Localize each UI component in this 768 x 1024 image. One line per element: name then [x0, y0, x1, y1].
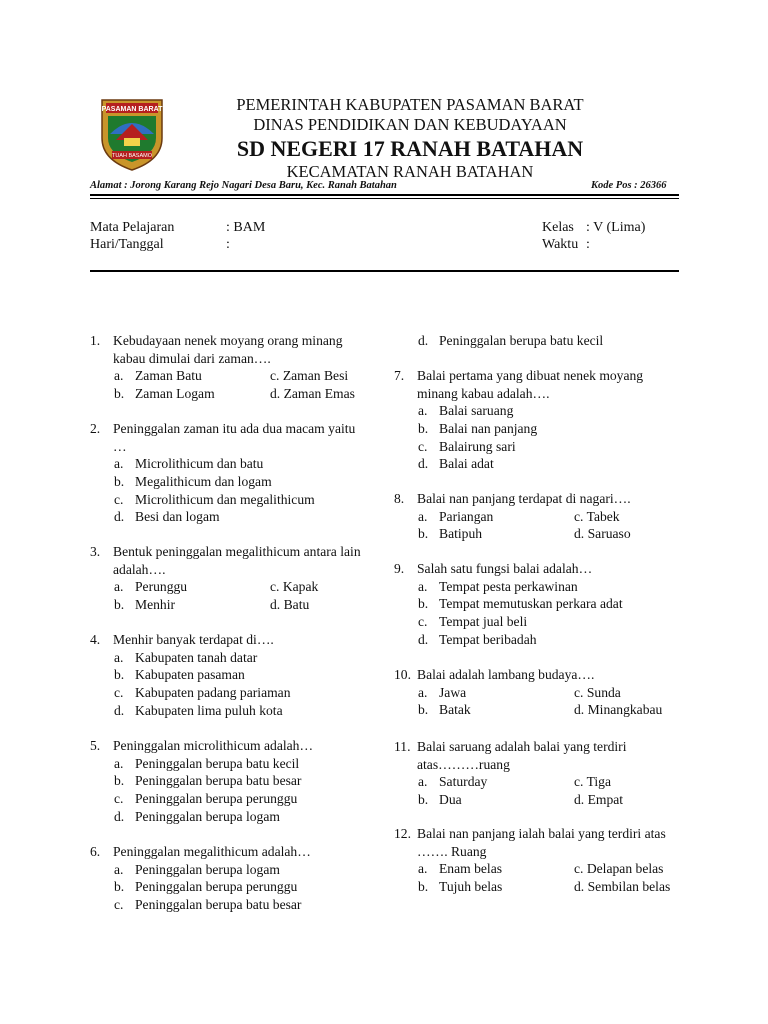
- option-text: Peninggalan berupa batu kecil: [135, 755, 300, 771]
- header-government: PEMERINTAH KABUPATEN PASAMAN BARAT: [236, 95, 584, 114]
- question-text: minang kabau adalah….: [417, 385, 550, 401]
- question-text: Peninggalan microlithicum adalah…: [113, 738, 314, 753]
- answer-option-row: [90, 473, 390, 491]
- option-letter: c.: [418, 438, 428, 454]
- answer-option-row: [394, 773, 694, 791]
- option-text-second: c. Sunda: [574, 684, 621, 700]
- option-letter: a.: [114, 456, 124, 472]
- answer-option-row: [394, 402, 694, 420]
- option-text: Peninggalan berupa logam: [135, 808, 280, 824]
- question-text: Balai adalah lambang budaya….: [417, 667, 595, 682]
- option-text: Peninggalan berupa logam: [135, 861, 280, 877]
- option-text: Enam belas: [439, 861, 503, 877]
- class-label: Kelas: [542, 220, 574, 235]
- option-text: Megalithicum dan logam: [135, 474, 272, 490]
- question-text: Kebudayaan nenek moyang orang minang: [113, 333, 343, 348]
- answer-option-row: [394, 684, 694, 702]
- option-letter: d.: [114, 509, 125, 525]
- header-divider-thin: [90, 198, 679, 199]
- answer-option-row: [90, 772, 390, 790]
- answer-option-row: [394, 578, 694, 596]
- option-text: Kabupaten tanah datar: [135, 649, 258, 665]
- question-number: 9.: [394, 561, 405, 576]
- school-address: Alamat : Jorong Karang Rejo Nagari Desa Baru, Kec. Ranah Batahan: [90, 180, 397, 191]
- logo-text-bottom: TUAH BASAMO: [111, 153, 153, 159]
- option-text: Tempat memutuskan perkara adat: [439, 596, 623, 612]
- answer-option-row: [394, 420, 694, 438]
- option-letter: b.: [418, 879, 429, 895]
- answer-option-row: [90, 808, 390, 826]
- question-number: 12.: [394, 826, 411, 841]
- option-text: Peninggalan berupa batu kecil: [439, 333, 604, 348]
- postal-code: Kode Pos : 26366: [591, 180, 667, 191]
- question-text: ……. Ruang: [417, 843, 487, 859]
- question-item: [394, 666, 694, 719]
- school-name: SD NEGERI 17 RANAH BATAHAN: [236, 136, 584, 161]
- question-number: 6.: [90, 844, 101, 859]
- subject-value: : BAM: [226, 220, 266, 235]
- answer-option-row: [90, 578, 390, 596]
- question-text: Balai nan panjang ialah balai yang terdiri atas: [417, 826, 666, 841]
- question-item: [394, 490, 694, 543]
- option-text-second: d. Batu: [270, 597, 310, 613]
- option-letter: b.: [418, 596, 429, 612]
- class-value: : V (Lima): [586, 220, 646, 235]
- question-item: [90, 843, 390, 914]
- option-letter: d.: [418, 631, 429, 647]
- answer-option-row: [90, 666, 390, 684]
- answer-option-row: [90, 861, 390, 879]
- question-text: atas………ruang: [417, 756, 510, 772]
- subject-label: Mata Pelajaran: [90, 220, 175, 235]
- option-letter: a.: [418, 774, 428, 790]
- option-text: Kabupaten padang pariaman: [135, 685, 291, 701]
- date-value: :: [226, 237, 230, 252]
- answer-option-row: [90, 755, 390, 773]
- option-text: Tempat pesta perkawinan: [439, 578, 578, 594]
- option-text: Pariangan: [439, 508, 494, 524]
- option-text-second: d. Sembilan belas: [574, 879, 671, 895]
- question-number: 8.: [394, 491, 405, 506]
- option-letter: b.: [114, 386, 125, 402]
- answer-option-row: [394, 438, 694, 456]
- answer-option-row: [90, 896, 390, 914]
- option-text: Peninggalan berupa perunggu: [135, 791, 298, 807]
- answer-option-row: [90, 649, 390, 667]
- option-letter: c.: [418, 614, 428, 630]
- question-number: 3.: [90, 544, 101, 559]
- answer-option-row: [90, 790, 390, 808]
- question-item: [394, 738, 694, 809]
- option-letter: a.: [418, 403, 428, 419]
- option-letter: a.: [418, 578, 428, 594]
- option-text-second: c. Kapak: [270, 579, 319, 595]
- option-letter: a.: [418, 861, 428, 877]
- option-text: Microlithicum dan megalithicum: [135, 491, 315, 507]
- question-text: Menhir banyak terdapat di….: [113, 632, 274, 647]
- option-letter: c.: [114, 791, 124, 807]
- option-letter: a.: [418, 508, 428, 524]
- option-text-second: c. Tabek: [574, 508, 620, 524]
- question-item: [394, 560, 694, 648]
- question-text: Bentuk peninggalan megalithicum antara lain: [113, 544, 361, 559]
- question-item: [90, 332, 390, 403]
- answer-option-row: [90, 878, 390, 896]
- answer-option-row: [90, 367, 390, 385]
- question-text: Balai saruang adalah balai yang terdiri: [417, 739, 627, 754]
- question-item: [90, 420, 390, 526]
- question-number: 2.: [90, 421, 101, 436]
- option-text: Tempat jual beli: [439, 614, 528, 630]
- option-letter: b.: [114, 879, 125, 895]
- question-item: [394, 367, 694, 473]
- option-text-second: c. Tiga: [574, 774, 612, 790]
- question-number: 4.: [90, 632, 101, 647]
- answer-option-row: [394, 595, 694, 613]
- question-item: [394, 332, 694, 350]
- option-text: Jawa: [439, 684, 467, 700]
- option-letter: a.: [418, 684, 428, 700]
- header-department: DINAS PENDIDIKAN DAN KEBUDAYAAN: [253, 115, 567, 134]
- answer-option-row: [394, 332, 694, 350]
- question-text: Balai pertama yang dibuat nenek moyang: [417, 368, 644, 383]
- option-text: Peninggalan berupa batu besar: [135, 897, 302, 913]
- option-letter: d.: [418, 456, 429, 472]
- option-text: Batipuh: [439, 526, 483, 542]
- option-letter: c.: [114, 897, 124, 913]
- question-item: [90, 737, 390, 825]
- option-text-second: d. Zaman Emas: [270, 386, 355, 402]
- question-number: 10.: [394, 667, 411, 682]
- option-text-second: c. Zaman Besi: [270, 368, 349, 384]
- answer-option-row: [394, 455, 694, 473]
- option-text: Microlithicum dan batu: [135, 456, 264, 472]
- answer-option-row: [90, 508, 390, 526]
- answer-option-row: [394, 860, 694, 878]
- answer-option-row: [394, 631, 694, 649]
- question-text: Peninggalan megalithicum adalah…: [113, 844, 311, 859]
- option-text: Balai saruang: [439, 403, 514, 419]
- question-text: adalah….: [113, 561, 166, 577]
- option-text: Balai adat: [439, 456, 494, 472]
- option-letter: b.: [114, 773, 125, 789]
- header-district: KECAMATAN RANAH BATAHAN: [286, 162, 534, 181]
- question-item: [394, 825, 694, 896]
- question-text: Peninggalan zaman itu ada dua macam yaitu: [113, 421, 356, 436]
- option-letter: b.: [114, 667, 125, 683]
- question-number: 5.: [90, 738, 101, 753]
- answer-option-row: [394, 525, 694, 543]
- option-letter: b.: [418, 792, 429, 808]
- question-number: 11.: [394, 739, 411, 754]
- answer-option-row: [394, 791, 694, 809]
- option-letter: d.: [114, 808, 125, 824]
- date-label: Hari/Tanggal: [90, 237, 164, 252]
- option-text-second: c. Delapan belas: [574, 861, 664, 877]
- option-letter: a.: [114, 368, 124, 384]
- option-letter: b.: [418, 421, 429, 437]
- option-text-second: d. Empat: [574, 792, 624, 808]
- option-letter: b.: [418, 702, 429, 718]
- answer-option-row: [394, 613, 694, 631]
- question-text: kabau dimulai dari zaman….: [113, 350, 271, 366]
- option-letter: c.: [114, 685, 124, 701]
- answer-option-row: [394, 701, 694, 719]
- logo-text-top: PASAMAN BARAT: [101, 106, 163, 113]
- option-text: Peninggalan berupa batu besar: [135, 773, 302, 789]
- time-value: :: [586, 237, 590, 252]
- option-text: Zaman Logam: [135, 386, 215, 402]
- answer-option-row: [394, 878, 694, 896]
- option-text-second: d. Minangkabau: [574, 702, 663, 718]
- answer-option-row: [90, 684, 390, 702]
- option-letter: b.: [418, 526, 429, 542]
- option-text: Balai nan panjang: [439, 421, 538, 437]
- option-text: Tujuh belas: [439, 879, 503, 895]
- option-letter: a.: [114, 861, 124, 877]
- question-number: 7.: [394, 368, 405, 383]
- option-text: Zaman Batu: [135, 368, 202, 384]
- option-text: Tempat beribadah: [439, 631, 537, 647]
- answer-option-row: [394, 508, 694, 526]
- option-text: Balairung sari: [439, 438, 516, 454]
- question-item: [90, 543, 390, 614]
- regency-logo: [98, 94, 166, 172]
- option-text: Kabupaten lima puluh kota: [135, 702, 283, 718]
- question-text: Balai nan panjang terdapat di nagari….: [417, 491, 631, 506]
- answer-option-row: [90, 702, 390, 720]
- answer-option-row: [90, 385, 390, 403]
- option-letter: d.: [418, 333, 429, 348]
- answer-option-row: [90, 596, 390, 614]
- option-text: Dua: [439, 792, 462, 808]
- option-letter: a.: [114, 755, 124, 771]
- option-letter: c.: [114, 491, 124, 507]
- info-divider: [90, 270, 679, 272]
- header-divider: [90, 194, 679, 196]
- option-letter: b.: [114, 474, 125, 490]
- option-letter: d.: [114, 702, 125, 718]
- answer-option-row: [90, 455, 390, 473]
- option-letter: a.: [114, 649, 124, 665]
- option-letter: b.: [114, 597, 125, 613]
- option-letter: a.: [114, 579, 124, 595]
- option-text: Saturday: [439, 774, 488, 790]
- time-label: Waktu: [542, 237, 579, 252]
- option-text: Batak: [439, 702, 471, 718]
- question-text: Salah satu fungsi balai adalah…: [417, 561, 593, 576]
- option-text: Kabupaten pasaman: [135, 667, 245, 683]
- option-text: Besi dan logam: [135, 509, 220, 525]
- question-number: 1.: [90, 333, 101, 348]
- question-text: …: [113, 438, 127, 454]
- question-item: [90, 631, 390, 719]
- option-text: Menhir: [135, 597, 176, 613]
- option-text: Perunggu: [135, 579, 188, 595]
- option-text: Peninggalan berupa perunggu: [135, 879, 298, 895]
- answer-option-row: [90, 491, 390, 509]
- option-text-second: d. Saruaso: [574, 526, 631, 542]
